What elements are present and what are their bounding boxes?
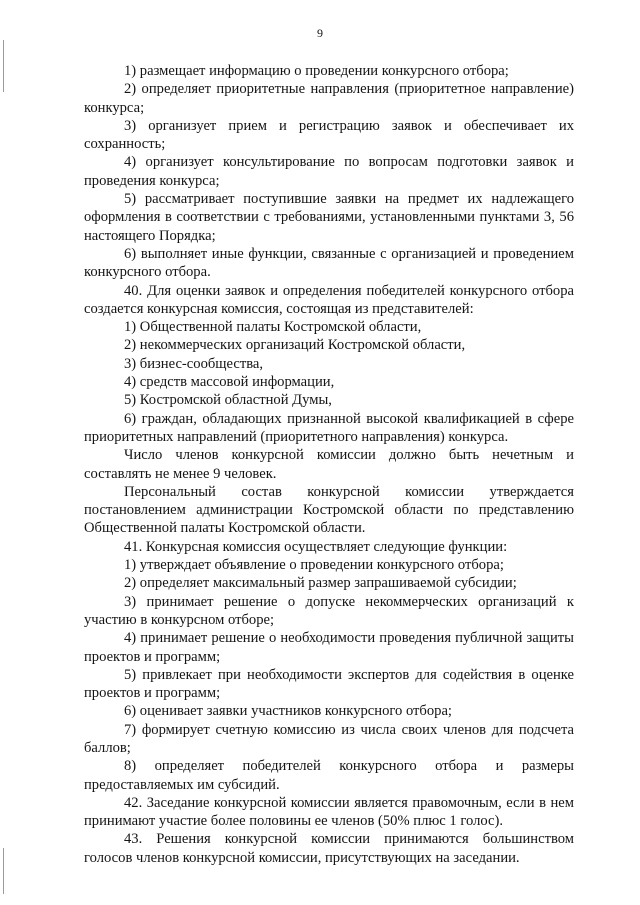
paragraph-member-6: 6) граждан, обладающих признанной высокой квалификацией в сфере приоритетных направлений (приоритетного направления) конкурса. bbox=[84, 410, 574, 445]
paragraph-function-5: 5) привлекает при необходимости экспертов для содействия в оценке проектов и программ; bbox=[84, 666, 574, 702]
paragraph-function-4: 4) принимает решение о необходимости проведения публичной защиты проектов и программ; bbox=[84, 630, 574, 665]
paragraph-duty-6: 6) выполняет иные функции, связанные с организацией и проведением конкурсного отбора. bbox=[84, 245, 574, 281]
scan-edge-mark-top bbox=[3, 40, 4, 92]
paragraph-duty-5: 5) рассматривает поступившие заявки на предмет их надлежащего оформления в соответствии с требованиями, установленными пунктами 3, 56 настоящего Порядка; bbox=[84, 191, 574, 244]
paragraph-member-5: 5) Костромской областной Думы, bbox=[124, 392, 332, 409]
paragraph-member-1: 1) Общественной палаты Костромской области, bbox=[124, 319, 422, 336]
paragraph-duty-3: 3) организует прием и регистрацию заявок и обеспечивает их сохранность; bbox=[84, 117, 574, 153]
paragraph-duty-2: 2) определяет приоритетные направления (приоритетное направление) конкурса; bbox=[84, 81, 574, 116]
paragraph-clause-42: 42. Заседание конкурсной комиссии является правомочным, если в нем принимают участие более половины ее членов (50% плюс 1 голос). bbox=[84, 794, 574, 830]
paragraph-function-6: 6) оценивает заявки участников конкурсного отбора; bbox=[124, 703, 452, 720]
paragraph-member-3: 3) бизнес-сообщества, bbox=[124, 355, 264, 372]
page-number: 9 bbox=[317, 26, 323, 40]
paragraph-duty-1: 1) размещает информацию о проведении конкурсного отбора; bbox=[124, 63, 509, 79]
paragraph-clause-40: 40. Для оценки заявок и определения победителей конкурсного отбора создается конкурсная комиссия, состоящая из представителей: bbox=[84, 282, 574, 317]
paragraph-function-3: 3) принимает решение о допуске некоммерческих организаций к участию в конкурсном отборе; bbox=[84, 593, 574, 628]
paragraph-function-1: 1) утверждает объявление о проведении конкурсного отбора; bbox=[124, 557, 504, 574]
paragraph-member-count: Число членов конкурсной комиссии должно быть нечетным и составлять не менее 9 человек. bbox=[84, 447, 574, 482]
document-body bbox=[84, 62, 574, 867]
paragraph-function-7: 7) формирует счетную комиссию из числа своих членов для подсчета баллов; bbox=[84, 721, 574, 756]
paragraph-clause-41: 41. Конкурсная комиссия осуществляет следующие функции: bbox=[124, 538, 508, 555]
paragraph-composition: Персональный состав конкурсной комиссии утверждается постановлением администрации Костромской области по представлению Общественной палаты Костромской области. bbox=[84, 483, 574, 537]
paragraph-member-4: 4) средств массовой информации, bbox=[124, 374, 335, 391]
paragraph-duty-4: 4) организует консультирование по вопросам подготовки заявок и проведения конкурса; bbox=[84, 154, 574, 189]
scan-edge-mark-bottom bbox=[3, 848, 4, 894]
paragraph-function-2: 2) определяет максимальный размер запрашиваемой субсидии; bbox=[124, 575, 517, 592]
paragraph-clause-43: 43. Решения конкурсной комиссии принимаются большинством голосов членов конкурсной комиссии, присутствующих на заседании. bbox=[84, 831, 574, 866]
paragraph-member-2: 2) некоммерческих организаций Костромской области, bbox=[124, 337, 466, 354]
paragraph-function-8: 8) определяет победителей конкурсного отбора и размеры предоставляемых им субсидий. bbox=[84, 758, 574, 793]
